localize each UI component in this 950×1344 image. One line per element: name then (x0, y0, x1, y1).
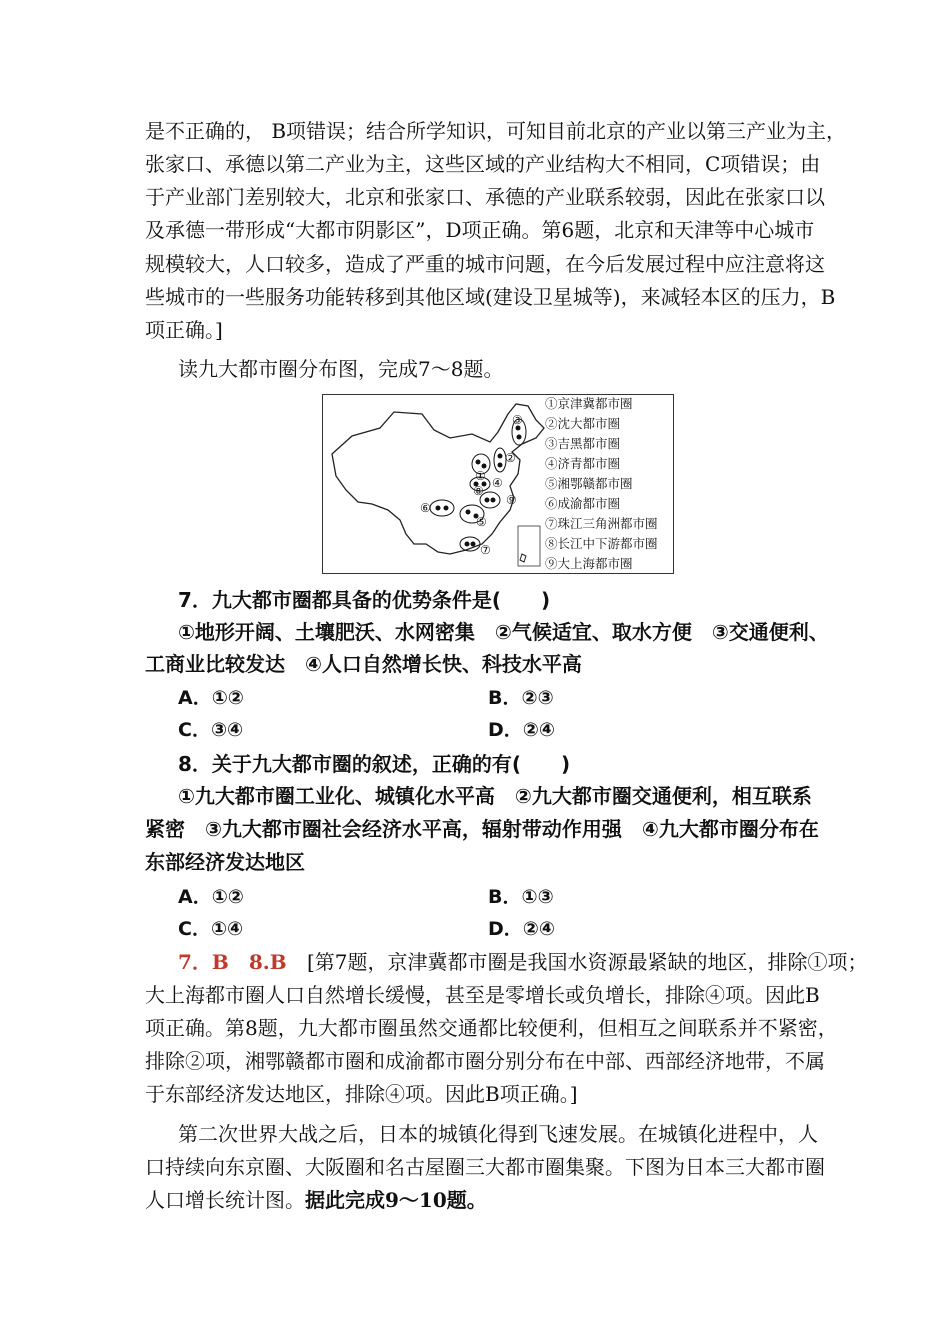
q8-line-3: 东部经济发达地区 (145, 850, 305, 874)
legend-5: ⑤湘鄂赣都市圈 (545, 476, 633, 491)
map-marker-1: ① (475, 469, 486, 483)
map-marker-5: ⑤ (476, 515, 487, 529)
legend-9: ⑨大上海都市圈 (545, 556, 633, 571)
prev-line-5: 规模较大，人口较多，造成了严重的城市问题，在今后发展过程中应注意将这 (145, 252, 825, 276)
next-intro-line-1: 第二次世界大战之后，日本的城镇化得到飞速发展。在城镇化进程中，人 (178, 1122, 818, 1146)
legend-7: ⑦珠江三角洲都市圈 (545, 516, 658, 531)
prev-line-4: 及承德一带形成“大都市阴影区”，D项正确。第6题，北京和天津等中心城市 (145, 218, 815, 242)
q8-option-a[interactable]: A．①② (178, 886, 244, 908)
map-intro: 读九大都市圈分布图，完成7～8题。 (178, 357, 504, 381)
china-map-figure (322, 394, 674, 574)
q7-stem: 7．九大都市圈都具备的优势条件是( ) (178, 588, 551, 612)
next-intro-line-2: 口持续向东京圈、大阪圈和名古屋圈三大都市圈集聚。下图为日本三大都市圈 (145, 1155, 825, 1179)
next-intro-line-3: 人口增长统计图。 (145, 1188, 305, 1212)
legend-2: ②沈大都市圈 (545, 416, 621, 431)
prev-line-3: 于产业部门差别较大，北京和张家口、承德的产业联系较弱，因此在张家口以 (145, 185, 825, 209)
answer-line-4: 排除②项，湘鄂赣都市圈和成渝都市圈分别分布在中部、西部经济地带，不属 (145, 1049, 825, 1073)
prev-line-6: 些城市的一些服务功能转移到其他区域(建设卫星城等)，来减轻本区的压力，B (145, 285, 836, 309)
q8-option-d[interactable]: D．②④ (488, 918, 555, 940)
prev-line-2: 张家口、承德以第二产业为主，这些区域的产业结构大不相同，C项错误；由 (145, 152, 821, 176)
legend-4: ④济青都市圈 (545, 456, 621, 471)
legend-8: ⑧长江中下游都市圈 (545, 536, 658, 551)
legend-3: ③吉黑都市圈 (545, 436, 621, 451)
q8-option-c[interactable]: C．①④ (178, 918, 244, 940)
map-marker-2: ② (505, 451, 516, 465)
map-marker-6: ⑥ (420, 501, 431, 515)
prev-line-7: 项正确。] (145, 318, 223, 342)
answer-line-5: 于东部经济发达地区，排除④项。因此B项正确。] (145, 1082, 578, 1106)
q7-option-d[interactable]: D．②④ (488, 719, 555, 741)
q8-stem: 8．关于九大都市圈的叙述，正确的有( ) (178, 752, 571, 776)
legend-1: ①京津冀都市圈 (545, 396, 633, 411)
q7-option-c[interactable]: C．③④ (178, 719, 244, 741)
map-marker-3: ③ (512, 413, 523, 427)
answer-line-3: 项正确。第8题，九大都市圈虽然交通都比较便利，但相互之间联系并不紧密， (145, 1016, 838, 1040)
map-marker-4: ④ (492, 476, 503, 490)
answer-line-2: 大上海都市圈人口自然增长缓慢，甚至是零增长或负增长，排除④项。因此B (145, 983, 820, 1007)
q7-line-1: ①地形开阔、土壤肥沃、水网密集 ②气候适宜、取水方便 ③交通便利、 (178, 620, 829, 644)
q7-option-b[interactable]: B．②③ (488, 687, 554, 709)
legend-6: ⑥成渝都市圈 (545, 496, 621, 511)
map-marker-7: ⑦ (480, 543, 491, 557)
q7-line-2: 工商业比较发达 ④人口自然增长快、科技水平高 (145, 652, 582, 676)
answer-line-1: [第7题，京津冀都市圈是我国水资源最紧缺的地区，排除①项； (306, 950, 868, 974)
q8-line-1: ①九大都市圈工业化、城镇化水平高 ②九大都市圈交通便利，相互联系 (178, 784, 812, 808)
answer-label: 7．B 8.B (178, 950, 287, 974)
q8-option-b[interactable]: B．①③ (488, 886, 554, 908)
prev-line-1: 是不正确的， B项错误；结合所学知识，可知目前北京的产业以第三产业为主， (145, 119, 847, 143)
map-marker-9: ⑨ (506, 493, 517, 507)
next-intro-bold-tail: 据此完成9～10题。 (305, 1188, 487, 1212)
q7-option-a[interactable]: A．①② (178, 687, 244, 709)
q8-line-2: 紧密 ③九大都市圈社会经济水平高，辐射带动作用强 ④九大都市圈分布在 (145, 817, 819, 841)
map-marker-8: ⑧ (473, 484, 484, 498)
